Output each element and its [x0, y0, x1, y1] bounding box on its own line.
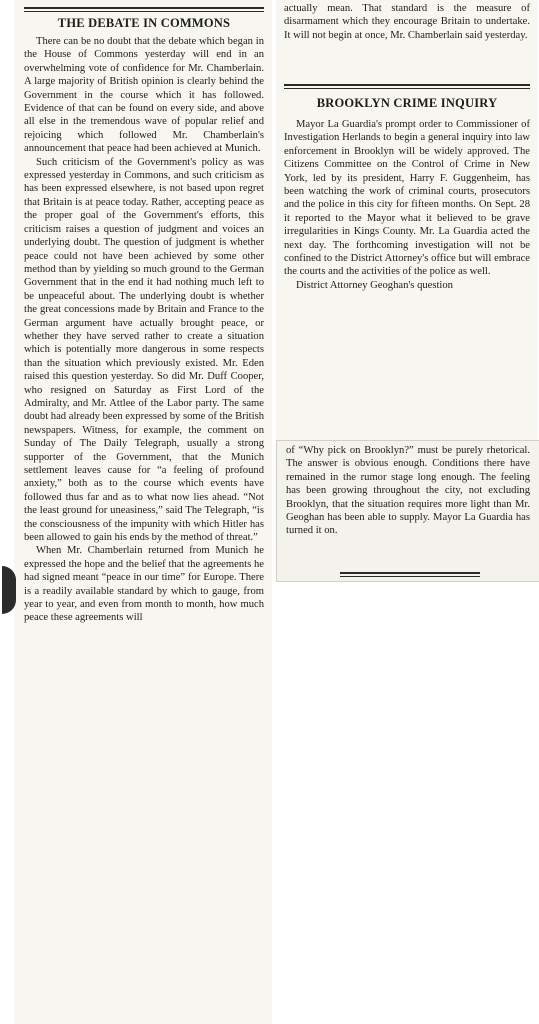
brooklyn-headline: BROOKLYN CRIME INQUIRY	[316, 96, 498, 110]
debate-paragraph-1: There can be no doubt that the debate which began in the House of Commons yesterday will end in an overwhelming vote of confidence for Mr. Chamberlain. A large majority of British opinion is clearly behind the Government in the course which it has followed. Evidence of that can be found on every side, and above all else in the tremendous wave of popular relief and rejoicing which followed Mr. Chamberlain's announcement that peace had been achieved at Munich.	[24, 36, 264, 155]
left-top-rule	[24, 7, 264, 9]
brooklyn-continuation: of “Why pick on Brooklyn?” must be purely rhetorical. The answer is obvious enough. Conditions there have remained in the rumor stage long enough. The feeling has been growing throughout the city, not excluding Brooklyn, that the situation requires more light than Mr. Geoghan has been able to supply. Mayor La Guardia has turned it on.	[286, 445, 530, 537]
debate-paragraph-3: When Mr. Chamberlain returned from Munich he expressed the hope and the belief that the agreements he had signed meant “peace in our time” for Europe. There is a readily available standard by which to gauge, from year to year, and even from month to month, how much peace these agreements will	[24, 545, 264, 624]
debate-headline: THE DEBATE IN COMMONS	[57, 16, 231, 30]
left-top-rule-thin	[24, 11, 264, 12]
brooklyn-paragraph-1: Mayor La Guardia's prompt order to Commissioner of Investigation Herlands to begin a general inquiry into law enforcement in Brooklyn will be widely approved. The Citizens Committee on the Control of Crime in New York, led by its president, Harry F. Guggenheim, has been watching the work of criminal courts, prosecutors and the police in this city for fifteen months. On Sept. 28 it reported to the Mayor what it believed to be grave irregularities in Kings County. Mr. La Guardia acted the next day. The forthcoming investigation will not be confined to the District Attorney's office but will embrace the courts and the activities of the police as well.	[284, 119, 530, 278]
brooklyn-top-rule	[284, 84, 530, 86]
brooklyn-top-rule-thin	[284, 88, 530, 89]
brooklyn-paragraph-2: District Attorney Geoghan's question	[296, 279, 453, 291]
brooklyn-article-body	[284, 118, 530, 292]
brooklyn-end-rule-thin	[340, 576, 480, 577]
clipping-edge-mark	[2, 566, 16, 614]
disarmament-continuation: actually mean. That standard is the measure of disarmament which they encourage Britain to undertake. It will not begin at once, Mr. Chamberlain said yesterday.	[284, 3, 530, 41]
debate-paragraph-2: Such criticism of the Government's policy as was expressed yesterday in Commons, and such criticism as has been expressed elsewhere, is not based upon regret that Britain is at peace today. Rather, accepting peace as the proper goal of the Government's efforts, this criticism raises a question of judgment and voices an underlying doubt. The question of judgment is whether peace could not have been achieved by some other method than by yielding so much ground to the German Government that in the end it had nothing much left to be unpeaceful about. The underlying doubt is whether the great concessions made by Britain and France to the German argument have actually brought peace, or whether they have served rather to create a situation which is potentially more dangerous in some respects than the situation which previously existed. Mr. Eden raised this question yesterday. So did Mr. Duff Cooper, who resigned on Saturday as First Lord of the Admiralty, and Mr. Attlee of the Labor party. The same doubt had already been expressed by some of the British newspapers. Witness, for example, the comment on Sunday of The Daily Telegraph, usually a strong supporter of the Government, that the Munich settlement leaves cause for “a feeling of profound anxiety,” both as to the course which events have followed thus far and as to what now lies ahead. “Not the least ground for uneasiness,” said The Telegraph, “is the consciousness of the impunity with which Hitler has been allowed to gain his ends by the method of threat.”	[24, 156, 264, 544]
debate-article-body	[24, 35, 264, 625]
brooklyn-end-rule	[340, 572, 480, 574]
